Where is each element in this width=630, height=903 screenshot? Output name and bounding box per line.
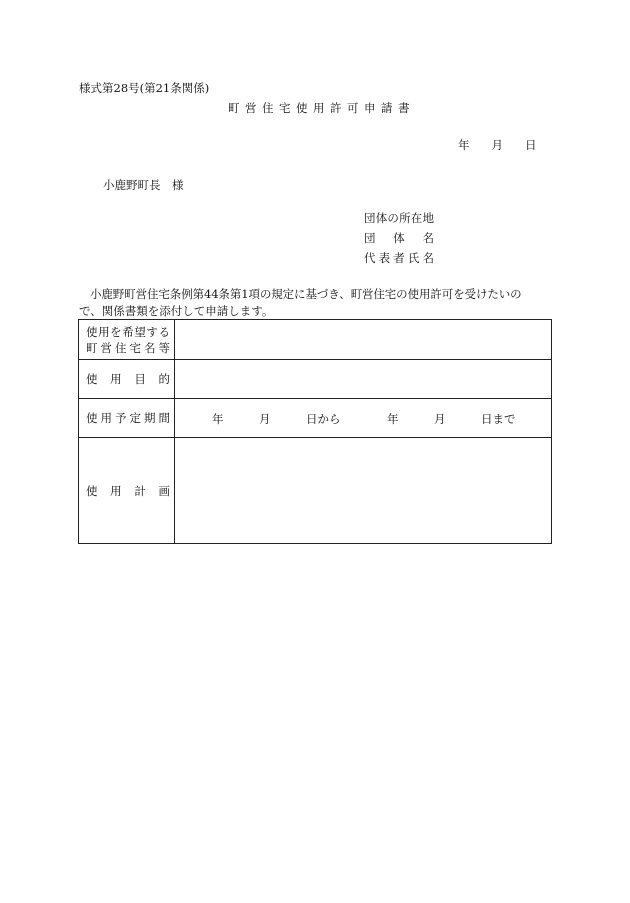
housing-label-line2: 町営住宅名等 [86, 340, 170, 355]
period-from-month: 月 [259, 412, 271, 426]
body-text-line2: で、関係書類を添付して申請します。 [79, 304, 274, 318]
application-table [78, 319, 552, 544]
plan-value-cell[interactable] [175, 438, 552, 544]
date-day: 日 [525, 138, 537, 152]
table-row-period [79, 399, 552, 438]
period-label-cell [79, 399, 175, 438]
housing-label-line1: 使用を希望する [86, 324, 170, 339]
applicant-address-label [364, 210, 434, 226]
housing-label-cell [79, 320, 175, 360]
table-row-purpose [79, 360, 552, 399]
purpose-value-cell[interactable] [175, 360, 552, 399]
period-to-month: 月 [434, 412, 446, 426]
date-line [458, 137, 537, 153]
plan-label: 使用計画 [86, 483, 170, 498]
applicant-org-label [364, 230, 434, 246]
addressee: 小鹿野町長 様 [103, 178, 184, 192]
period-to-day: 日まで [481, 412, 516, 426]
date-month: 月 [491, 138, 503, 152]
period-from-day: 日から [306, 412, 341, 426]
period-to-year: 年 [387, 412, 399, 426]
period-label: 使用予定期間 [86, 411, 170, 425]
table-row-plan [79, 438, 552, 544]
applicant-rep-text: 代表者氏名 [364, 251, 434, 265]
applicant-rep-label [364, 250, 434, 266]
table-row-housing [79, 320, 552, 360]
applicant-address-text: 団体の所在地 [364, 211, 434, 225]
purpose-label: 使用目的 [86, 372, 170, 386]
document-title: 町営住宅使用許可申請書 [228, 101, 415, 115]
form-number: 様式第28号(第21条関係) [79, 81, 210, 95]
date-year: 年 [458, 138, 470, 152]
applicant-org-text: 団体名 [364, 231, 434, 245]
housing-value-cell[interactable] [175, 320, 552, 360]
period-from-year: 年 [212, 412, 224, 426]
body-text-line1: 小鹿野町営住宅条例第44条第1項の規定に基づき、町営住宅の使用許可を受けたいの [90, 287, 522, 301]
purpose-label-cell [79, 360, 175, 399]
plan-label-cell [79, 438, 175, 544]
period-value-cell[interactable] [175, 399, 552, 438]
